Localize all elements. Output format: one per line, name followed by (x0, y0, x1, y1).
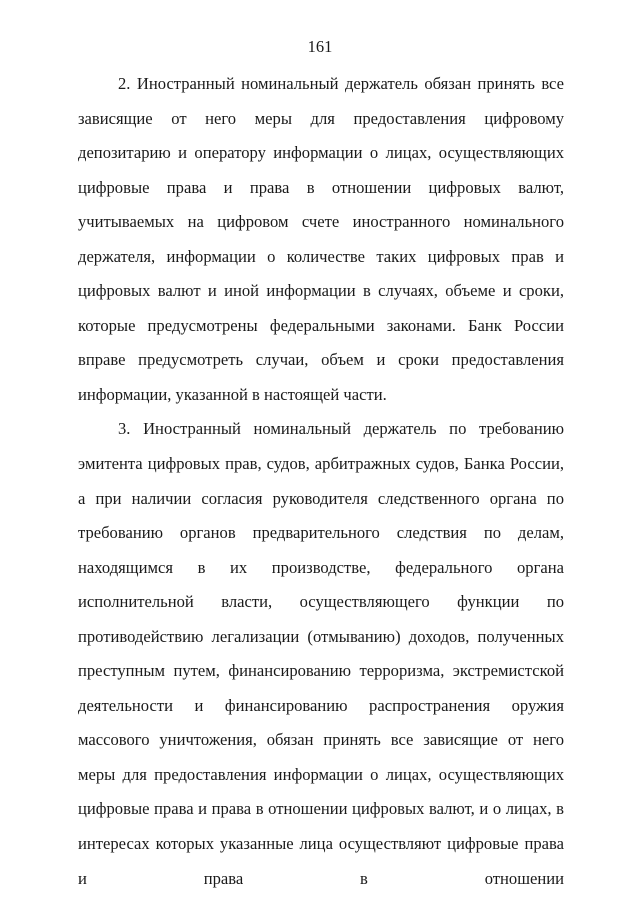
paragraph-3: 3. Иностранный номинальный держатель по требованию эмитента цифровых прав, судов, арбитражных судов, Банка России, а при наличии согласия руководителя следственного органа по требованию органов предварительного следствия по делам, находящимся в их производстве, федерального органа исполнительной власти, осуществляющего функции по противодействию легализации (отмыванию) доходов, полученных преступным путем, финансированию терроризма, экстремистской деятельности и финансированию распространения оружия массового уничтожения, обязан принять все зависящие от него меры для предоставления информации о лицах, осуществляющих цифровые права и права в отношении цифровых валют, и о лицах, в интересах которых указанные лица осуществляют цифровые права и права в отношении (78, 419, 564, 888)
page-number: 161 (307, 37, 333, 56)
document-body (78, 67, 564, 896)
paragraph-2: 2. Иностранный номинальный держатель обязан принять все зависящие от него меры для предоставления цифровому депозитарию и оператору информации о лицах, осуществляющих цифровые права и права в отношении цифровых валют, учитываемых на цифровом счете иностранного номинального держателя, информации о количестве таких цифровых прав и цифровых валют и иной информации в случаях, объеме и сроки, которые предусмотрены федеральными законами. Банк России вправе предусмотреть случаи, объем и сроки предоставления информации, указанной в настоящей части. (78, 74, 564, 404)
